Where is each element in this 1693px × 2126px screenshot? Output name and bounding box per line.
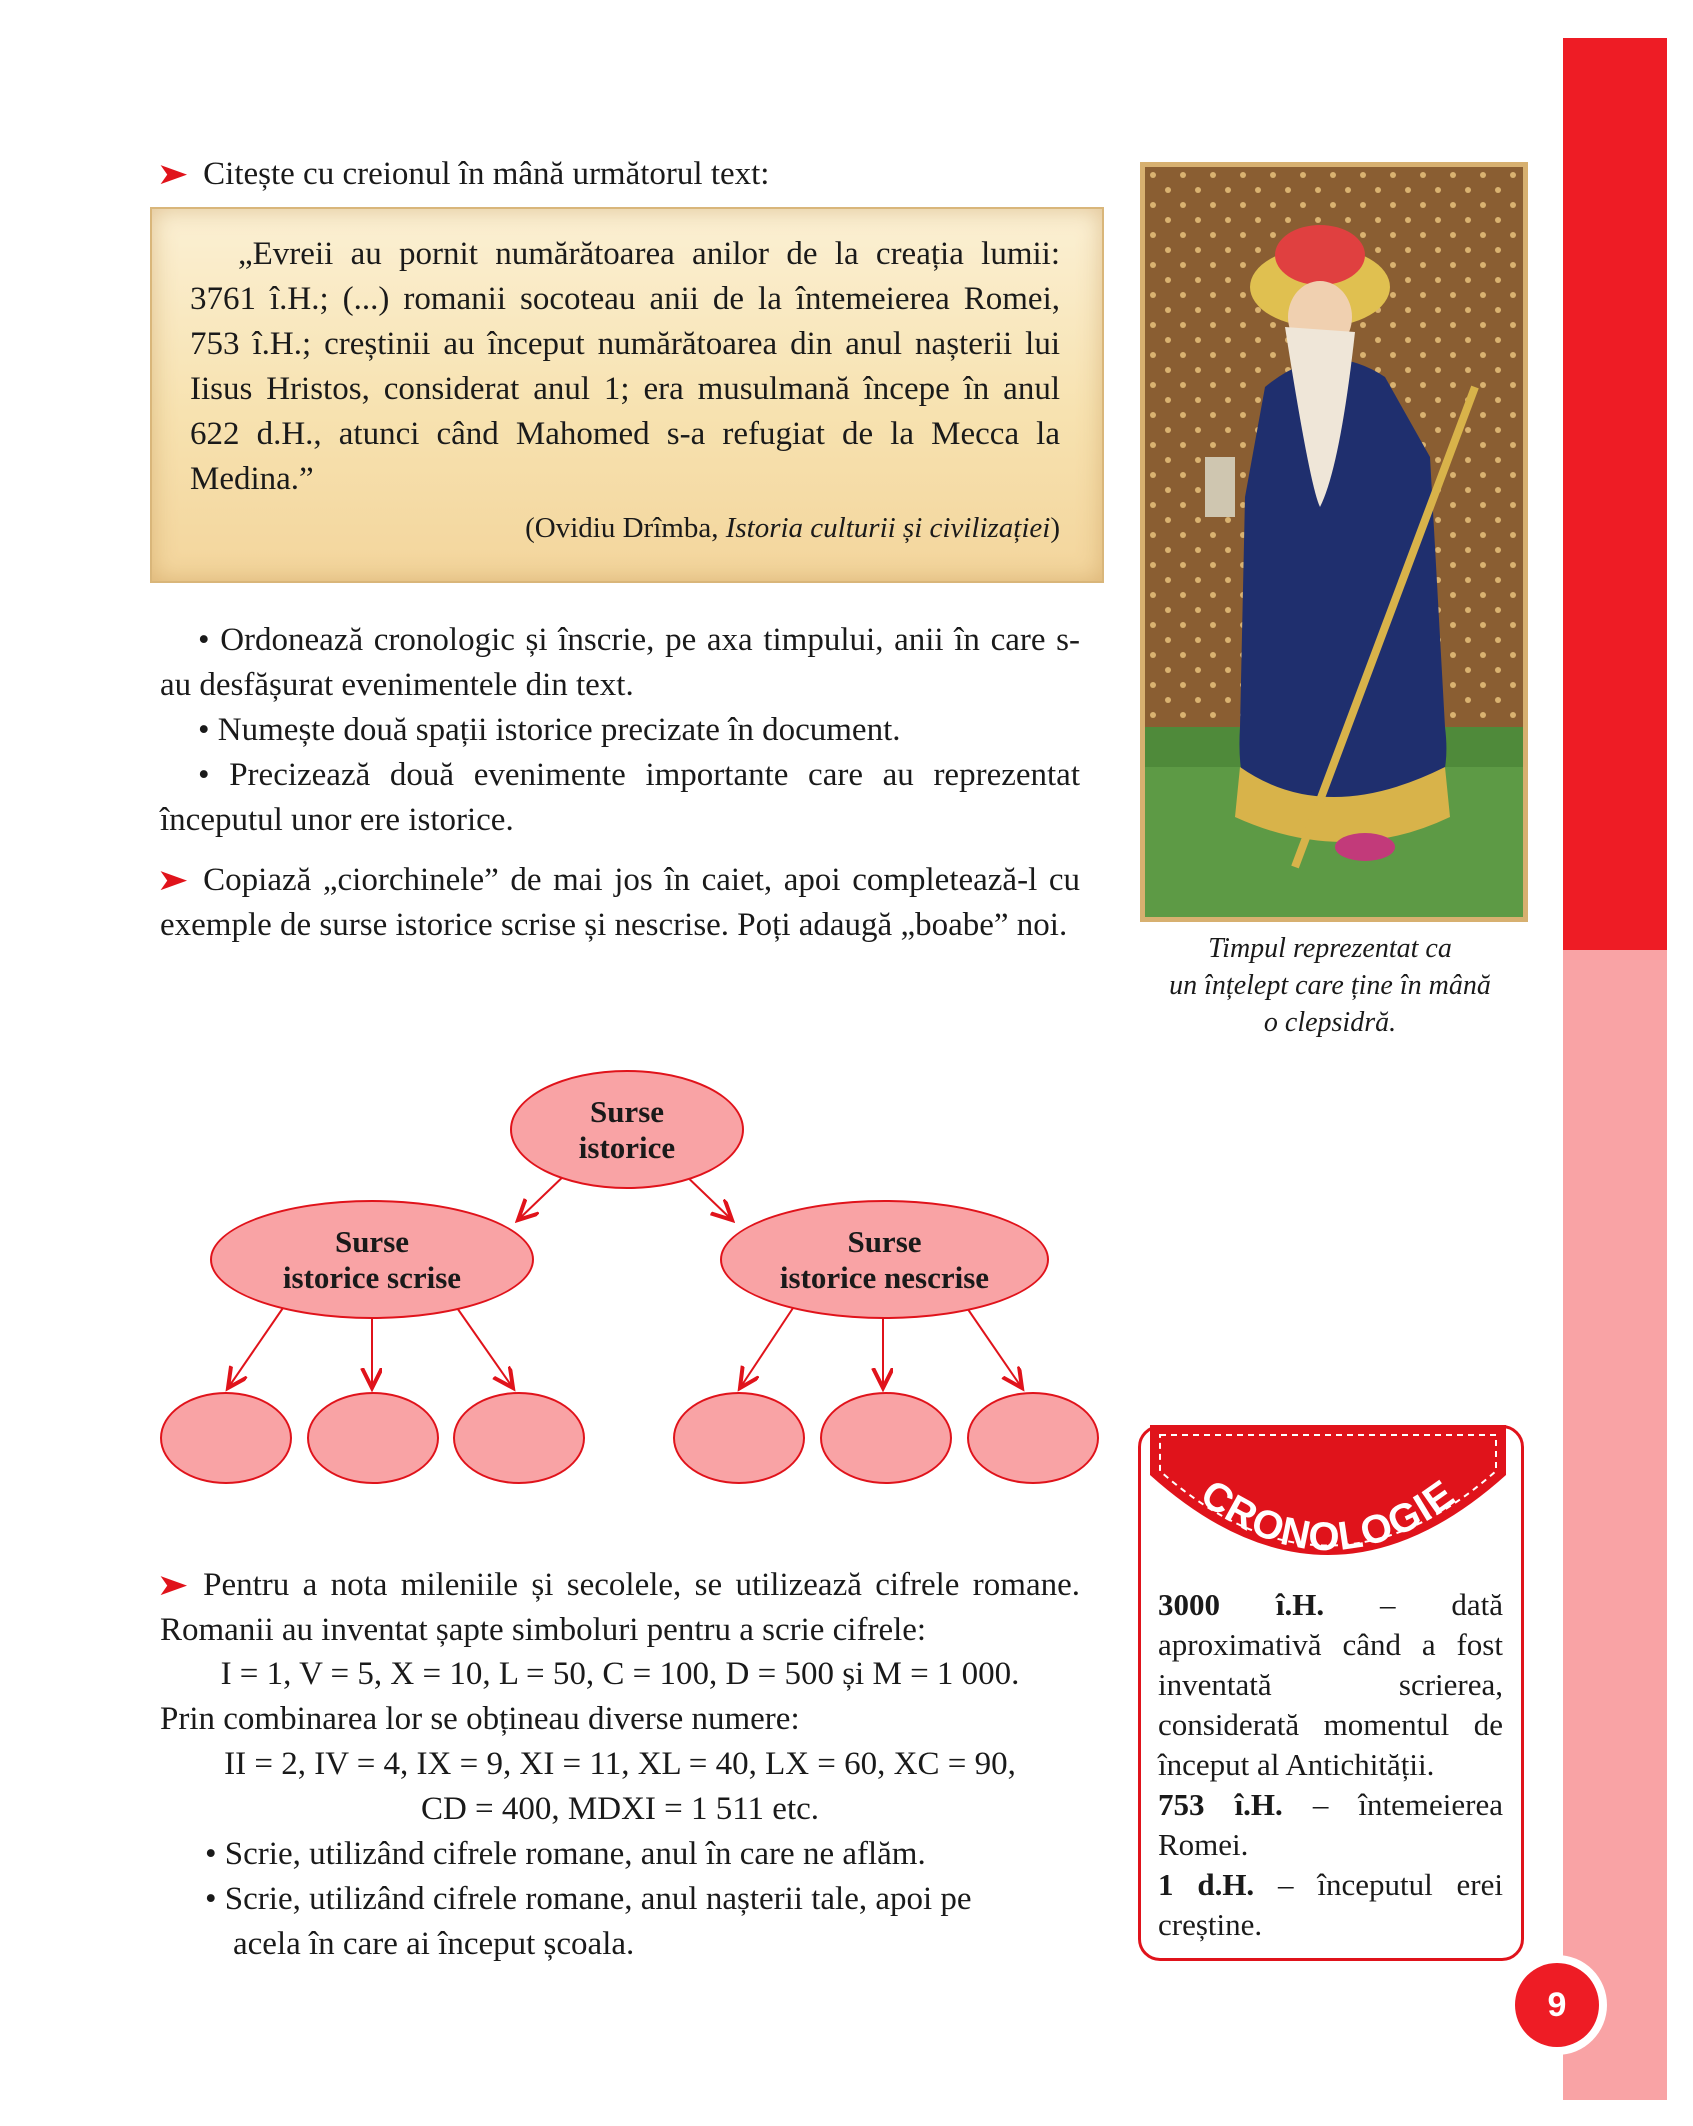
painting-image	[1140, 162, 1528, 922]
roman-intro: ➤ Pentru a nota mileniile și secolele, se utilizează cifrele romane. Romanii au inventat șapte simboluri pentru a scrie cifrele:	[160, 1563, 1080, 1653]
node-unwritten-sources: Surse istorice nescrise	[720, 1200, 1049, 1319]
cluster-diagram	[150, 1070, 1110, 1510]
side-bar-top	[1563, 38, 1667, 950]
node-written-sources: Surse istorice scrise	[210, 1200, 534, 1319]
chronology-entry: 3000 î.H. – dată aproximativă când a fost inventată scrierea, considerată momentul de început al Antichității.	[1158, 1587, 1503, 1782]
chronology-banner	[1150, 1425, 1506, 1580]
chronology-entries	[1158, 1585, 1503, 1945]
arrow-right-3	[965, 1305, 1022, 1388]
roman-task-2: • Scrie, utilizând cifrele romane, anul nașterii tale, apoi pe	[205, 1881, 972, 1917]
task-item: • Numește două spații istorice precizate în document.	[198, 712, 901, 748]
painting-illustration	[1145, 167, 1523, 917]
roman-combo-line2: CD = 400, MDXI = 1 511 etc.	[420, 1791, 820, 1827]
arrow-left-1	[228, 1305, 285, 1388]
empty-berry-node	[307, 1392, 439, 1484]
arrow-right-1	[740, 1305, 795, 1388]
page-number: 9	[1515, 1963, 1599, 2047]
task-list	[160, 618, 1080, 843]
node-root: Surse istorice	[510, 1070, 744, 1189]
roman-combo-intro: Prin combinarea lor se obțineau diverse numere:	[160, 1701, 800, 1737]
arrow-bullet-icon: ➤	[156, 157, 189, 192]
arrow-bullet-icon: ➤	[156, 1568, 189, 1603]
roman-symbols: I = 1, V = 5, X = 10, L = 50, C = 100, D = 500 și M = 1 000.	[220, 1656, 1020, 1692]
roman-combo-line1: II = 2, IV = 4, IX = 9, XI = 11, XL = 40, LX = 60, XC = 90,	[224, 1746, 1016, 1782]
task-item: • Precizează două evenimente importante care au reprezentat începutul unor ere istorice.	[160, 757, 1080, 838]
empty-berry-node	[160, 1392, 292, 1484]
side-bar-bottom	[1563, 950, 1667, 2100]
empty-berry-node	[967, 1392, 1099, 1484]
quote-source: (Ovidiu Drîmba, Istoria culturii și civilizației)	[525, 512, 1060, 544]
empty-berry-node	[453, 1392, 585, 1484]
roman-task-1: • Scrie, utilizând cifrele romane, anul în care ne aflăm.	[205, 1836, 926, 1872]
chronology-entry: 753 î.H. – întemeierea Romei.	[1158, 1787, 1503, 1862]
empty-berry-node	[673, 1392, 805, 1484]
task-item: • Ordonează cronologic și înscrie, pe axa timpului, anii în care s-au desfășurat evenimentele din text.	[160, 622, 1080, 703]
chronology-entry: 1 d.H. – începutul erei creștine.	[1158, 1867, 1503, 1942]
chronology-title: CRONOLOGIE	[1192, 1471, 1464, 1560]
intro-line: ➤ Citește cu creionul în mână următorul text:	[160, 152, 1080, 197]
quote-text: „Evreii au pornit numărătoarea anilor de la creația lumii: 3761 î.H.; (...) romanii socoteau anii de la întemeierea Romei, 753 î.H.; creștinii au început numărătoarea din anul nașterii lui Iisus Hristos, considerat anul 1; era musulmană începe în anul 622 d.H., atunci când Mahomed s-a refugiat de la Mecca la Medina.”	[190, 236, 1060, 497]
arrow-bullet-icon: ➤	[156, 863, 189, 898]
roman-task-2-cont: acela în care ai început școala.	[233, 1926, 635, 1962]
painting-caption: Timpul reprezentat ca un înțelept care ține în mână o clepsidră.	[1169, 933, 1491, 1038]
page-number-badge	[1507, 1955, 1607, 2055]
arrow-left-3	[455, 1305, 513, 1388]
cluster-instruction: ➤ Copiază „ciorchinele” de mai jos în caiet, apoi completează-l cu exemple de surse istorice scrise și nescrise. Poți adaugă „boabe” noi.	[160, 858, 1080, 948]
empty-berry-node	[820, 1392, 952, 1484]
